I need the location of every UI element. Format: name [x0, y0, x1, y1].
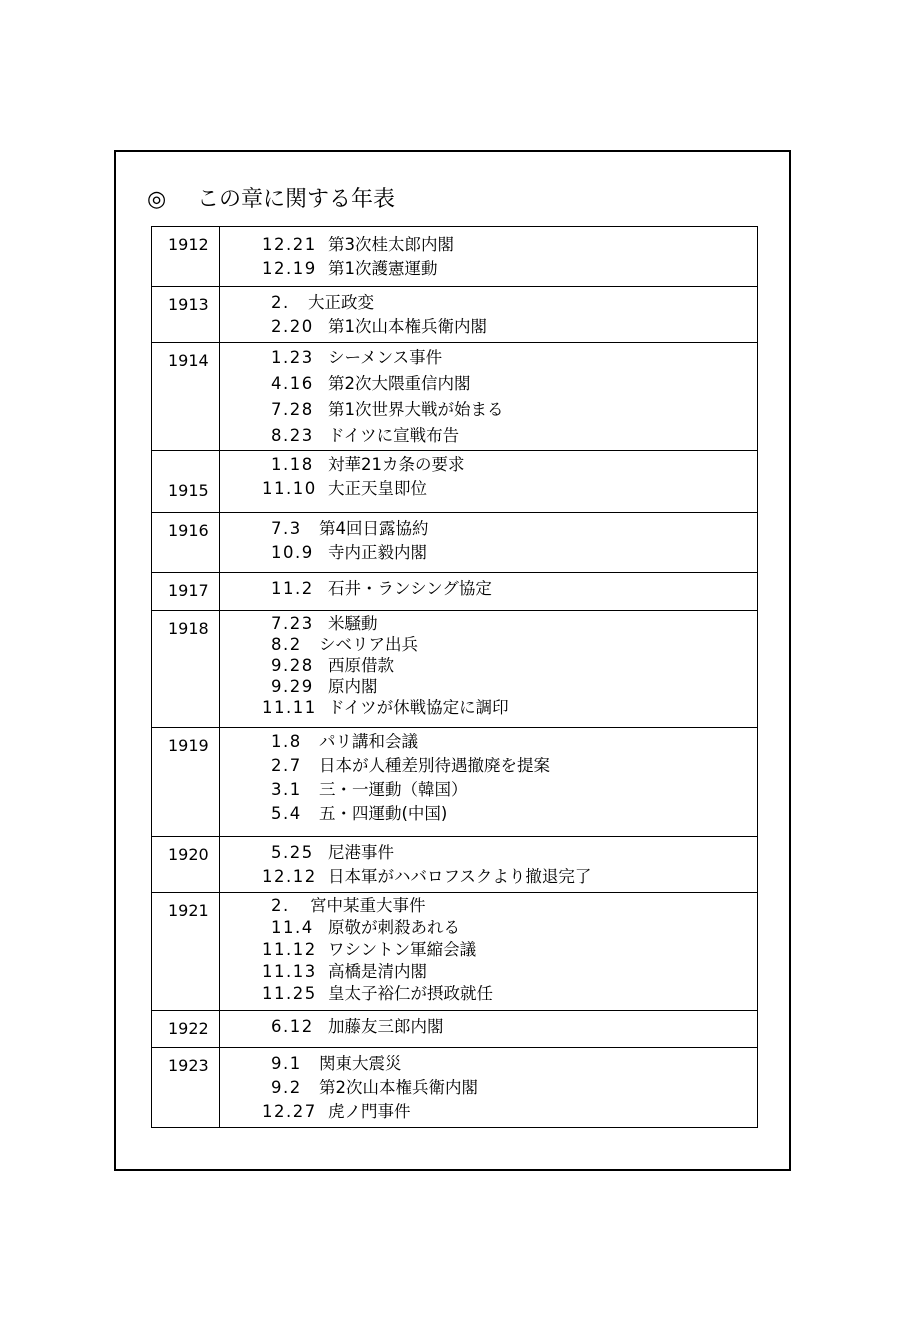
event-line — [220, 895, 757, 917]
event-date: 8.23 — [271, 426, 314, 445]
year-label: 1913 — [168, 295, 209, 314]
event-text: 米騒動 — [328, 614, 378, 633]
year-label: 1914 — [168, 351, 209, 370]
event-text: 日本が人種差別待遇撤廃を提案 — [319, 756, 550, 775]
event-date: 1.8 — [271, 732, 302, 751]
event-line — [220, 1052, 757, 1076]
events-cell — [220, 343, 758, 451]
year-cell — [152, 513, 220, 573]
event-line — [220, 613, 757, 634]
event-date: 8.2 — [271, 635, 302, 654]
event-date: 3.1 — [271, 780, 302, 799]
year-cell — [152, 1011, 220, 1048]
event-date: 1.23 — [271, 348, 314, 367]
event-date: 9.2 — [271, 1078, 302, 1097]
event-date: 12.27 — [262, 1102, 317, 1121]
event-date: 2. — [271, 293, 290, 312]
year-label: 1923 — [168, 1056, 209, 1075]
year-cell — [152, 227, 220, 287]
event-date: 7.28 — [271, 400, 314, 419]
event-date: 6.12 — [271, 1017, 314, 1036]
event-date: 12.12 — [262, 867, 317, 886]
year-row — [152, 837, 758, 893]
event-text: 第3次桂太郎内閣 — [328, 235, 454, 254]
events-cell — [220, 573, 758, 611]
event-date: 11.25 — [262, 984, 317, 1003]
event-date: 5.25 — [271, 843, 314, 862]
event-line — [220, 453, 757, 477]
event-line — [220, 397, 757, 423]
year-row — [152, 343, 758, 451]
event-date: 11.2 — [271, 579, 314, 598]
event-text: 三・一運動（韓国） — [319, 780, 468, 799]
event-date: 11.11 — [262, 698, 317, 717]
event-date: 7.23 — [271, 614, 314, 633]
event-text: 加藤友三郎内閣 — [328, 1017, 444, 1036]
events-cell — [220, 227, 758, 287]
event-text: 第1次護憲運動 — [328, 259, 438, 278]
year-label: 1920 — [168, 845, 209, 864]
year-cell — [152, 287, 220, 343]
year-row — [152, 227, 758, 287]
event-line — [220, 577, 757, 601]
events-cell — [220, 1048, 758, 1128]
year-label: 1921 — [168, 901, 209, 920]
year-label: 1922 — [168, 1019, 209, 1038]
year-label: 1917 — [168, 581, 209, 600]
year-row — [152, 513, 758, 573]
year-row — [152, 451, 758, 513]
event-text: 日本軍がハバロフスクより撤退完了 — [328, 867, 592, 886]
year-row — [152, 573, 758, 611]
year-row — [152, 287, 758, 343]
event-line — [220, 841, 757, 865]
events-cell — [220, 611, 758, 728]
year-cell — [152, 611, 220, 728]
event-line — [220, 345, 757, 371]
event-text: 関東大震災 — [319, 1054, 402, 1073]
year-row — [152, 893, 758, 1011]
page-title-text: この章に関する年表 — [197, 187, 396, 212]
event-text: 尼港事件 — [328, 843, 394, 862]
events-cell — [220, 837, 758, 893]
event-date: 9.28 — [271, 656, 314, 675]
event-line — [220, 371, 757, 397]
event-line — [220, 1076, 757, 1100]
event-text: 寺内正毅内閣 — [328, 543, 427, 562]
event-date: 9.29 — [271, 677, 314, 696]
year-cell — [152, 837, 220, 893]
year-label: 1912 — [168, 235, 209, 254]
event-line — [220, 291, 757, 315]
events-cell — [220, 513, 758, 573]
year-cell — [152, 451, 220, 513]
event-line — [220, 477, 757, 501]
year-label: 1915 — [168, 481, 209, 500]
event-date: 7.3 — [271, 519, 302, 538]
page-title — [147, 185, 395, 215]
year-cell — [152, 1048, 220, 1128]
event-text: 大正天皇即位 — [328, 479, 427, 498]
event-text: 大正政変 — [308, 293, 374, 312]
event-text: 第2次山本権兵衛内閣 — [319, 1078, 478, 1097]
event-text: 第2次大隈重信内閣 — [328, 374, 471, 393]
chronology-rows — [152, 227, 758, 1128]
event-date: 11.10 — [262, 479, 317, 498]
event-date: 12.19 — [262, 259, 317, 278]
event-text: 高橋是清内閣 — [328, 962, 427, 981]
event-line — [220, 961, 757, 983]
event-date: 4.16 — [271, 374, 314, 393]
event-text: 西原借款 — [328, 656, 394, 675]
event-line — [220, 517, 757, 541]
event-text: 虎ノ門事件 — [328, 1102, 411, 1121]
event-line — [220, 917, 757, 939]
event-line — [220, 423, 757, 449]
event-date: 10.9 — [271, 543, 314, 562]
events-cell — [220, 287, 758, 343]
year-cell — [152, 728, 220, 837]
event-text: 原敬が刺殺あれる — [328, 918, 460, 937]
event-line — [220, 802, 757, 826]
event-line — [220, 1100, 757, 1124]
event-line — [220, 541, 757, 565]
events-cell — [220, 1011, 758, 1048]
year-cell — [152, 893, 220, 1011]
event-date: 12.21 — [262, 235, 317, 254]
event-date: 11.12 — [262, 940, 317, 959]
events-cell — [220, 893, 758, 1011]
event-line — [220, 257, 757, 281]
event-line — [220, 865, 757, 889]
event-text: シーメンス事件 — [328, 348, 443, 367]
event-text: 第4回日露協約 — [319, 519, 429, 538]
events-cell — [220, 728, 758, 837]
event-text: 第1次世界大戦が始まる — [328, 400, 504, 419]
event-text: 五・四運動(中国) — [319, 804, 448, 823]
event-date: 2.20 — [271, 317, 314, 336]
event-text: ドイツに宣戦布告 — [328, 426, 460, 445]
event-text: 第1次山本権兵衛内閣 — [328, 317, 487, 336]
event-line — [220, 754, 757, 778]
event-text: 皇太子裕仁が摂政就任 — [328, 984, 493, 1003]
year-row — [152, 611, 758, 728]
event-text: 石井・ランシング協定 — [328, 579, 492, 598]
event-date: 5.4 — [271, 804, 302, 823]
event-line — [220, 676, 757, 697]
event-line — [220, 697, 757, 718]
event-line — [220, 939, 757, 961]
year-row — [152, 728, 758, 837]
event-line — [220, 634, 757, 655]
event-text: 原内閣 — [328, 677, 378, 696]
event-date: 11.13 — [262, 962, 317, 981]
event-date: 1.18 — [271, 455, 314, 474]
year-cell — [152, 343, 220, 451]
event-date: 2. — [271, 896, 290, 915]
event-line — [220, 655, 757, 676]
year-label: 1919 — [168, 736, 209, 755]
year-label: 1918 — [168, 619, 209, 638]
chronology-table — [151, 226, 758, 1128]
event-date: 2.7 — [271, 756, 302, 775]
event-date: 9.1 — [271, 1054, 302, 1073]
event-line — [220, 1015, 757, 1039]
event-text: ドイツが休戦協定に調印 — [328, 698, 509, 717]
event-text: パリ講和会議 — [319, 732, 418, 751]
event-text: 宮中某重大事件 — [310, 896, 426, 915]
event-text: ワシントン軍縮会議 — [328, 940, 477, 959]
events-cell — [220, 451, 758, 513]
event-date: 11.4 — [271, 918, 314, 937]
event-line — [220, 778, 757, 802]
event-text: 対華21カ条の要求 — [328, 455, 465, 474]
event-line — [220, 233, 757, 257]
event-line — [220, 315, 757, 339]
year-row — [152, 1011, 758, 1048]
year-cell — [152, 573, 220, 611]
year-row — [152, 1048, 758, 1128]
event-line — [220, 730, 757, 754]
event-text: シベリア出兵 — [319, 635, 418, 654]
year-label: 1916 — [168, 521, 209, 540]
event-line — [220, 983, 757, 1005]
double-circle-mark: ◎ — [147, 187, 167, 212]
